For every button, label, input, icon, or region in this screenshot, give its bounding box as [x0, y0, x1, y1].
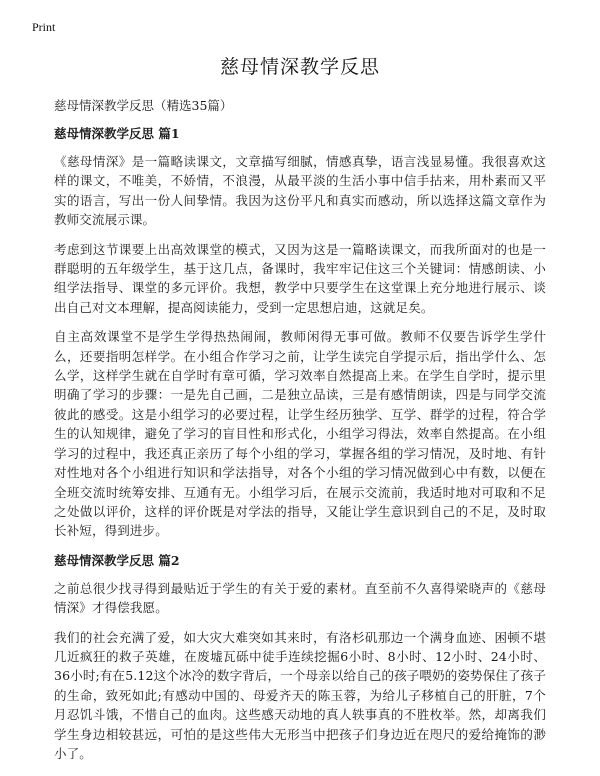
section-2: [54, 551, 546, 764]
paragraph: 《慈母情深》是一篇略读课文，文章描写细腻，情感真挚，语言浅显易懂。我很喜欢这样的课文，不唯美，不娇情，不浪漫，从最平淡的生活小事中信手拈来，用朴素而又平实的语言，写出一份人间挚情。我因为这份平凡和真实而感动，所以选择这篇文章作为教师交流展示课。: [54, 154, 546, 228]
section-heading: 慈母情深教学反思 篇2: [54, 552, 180, 568]
page-title: 慈母情深教学反思: [219, 56, 380, 78]
paragraph: 我们的社会充满了爱，如大灾大难突如其来时，有洛杉矶那边一个满身血迹、困顿不堪几近疯狂的救子英雄，在废墟瓦砾中徒手连续挖掘6小时、8小时、12小时、24小时、36小时;有在5.12这个冰冷的数字背后，一个母亲以给自己的孩子喂奶的姿势保住了孩子的生命，致死如此;有感动中国的、母爱齐天的陈玉蓉，为给儿子移植自己的肝脏，7个月忍饥斗饿，不惜自己的血肉。这些感天动地的真人轶事真的不胜枚举。然，却离我们学生身边相较甚远，可怕的是这些伟大无形当中把孩子们身边近在咫尺的爱给掩饰的渺小了。: [54, 629, 546, 761]
paragraph: 自主高效课堂不是学生学得热热闹闹，教师闲得无事可做。教师不仅要告诉学生学什么，还要指明怎样学。在小组合作学习之前，让学生读完自学提示后，指出学什么、怎么学，这样学生就在自学时有章可循，学习效率自然提高上来。在学生自学时，提示里明确了学习的步骤：一是先自己画，二是独立品读，三是有感情朗读，四是与同学交流彼此的感受。这是小组学习的必要过程，让学生经历独学、互学、群学的过程，符合学生的认知规律，避免了学习的盲目性和形式化，小组学习得法，效率自然提高。在小组学习的过程中，我还真正亲历了每个小组的学习，掌握各组的学习情况，及时地、有针对性地对各个小组进行知识和学法指导，对各个小组的学习情况做到心中有数，以便在全班交流时统筹安排、互通有无。小组学习后，在展示交流前，我适时地对可取和不足之处做以评价，这样的评价既是对学法的指导，又能让学生意识到自己的不足，及时取长补短，得到进步。: [54, 329, 546, 539]
section-heading: 慈母情深教学反思 篇1: [54, 126, 180, 141]
paragraph: 之前总很少找寻得到最贴近于学生的有关于爱的素材。直至前不久喜得梁晓声的《慈母情深》才得偿我愿。: [54, 580, 546, 616]
document-body: [54, 124, 546, 773]
print-link[interactable]: Print: [32, 20, 56, 34]
paragraph: 考虑到这节课要上出高效课堂的模式，又因为这是一篇略读课文，而我所面对的也是一群聪明的五年级学生，基于这几点，备课时，我牢牢记住这三个关键词：情感朗读、小组学法指导、课堂的多元评价。我想，教学中只要学生在这堂课上充分地进行展示、谈出自己对文本理解，提高阅读能力，受到一定思想启迪，这就足矣。: [54, 241, 546, 315]
section-1: [54, 124, 546, 541]
document-subtitle: 慈母情深教学反思（精选35篇）: [54, 98, 233, 113]
